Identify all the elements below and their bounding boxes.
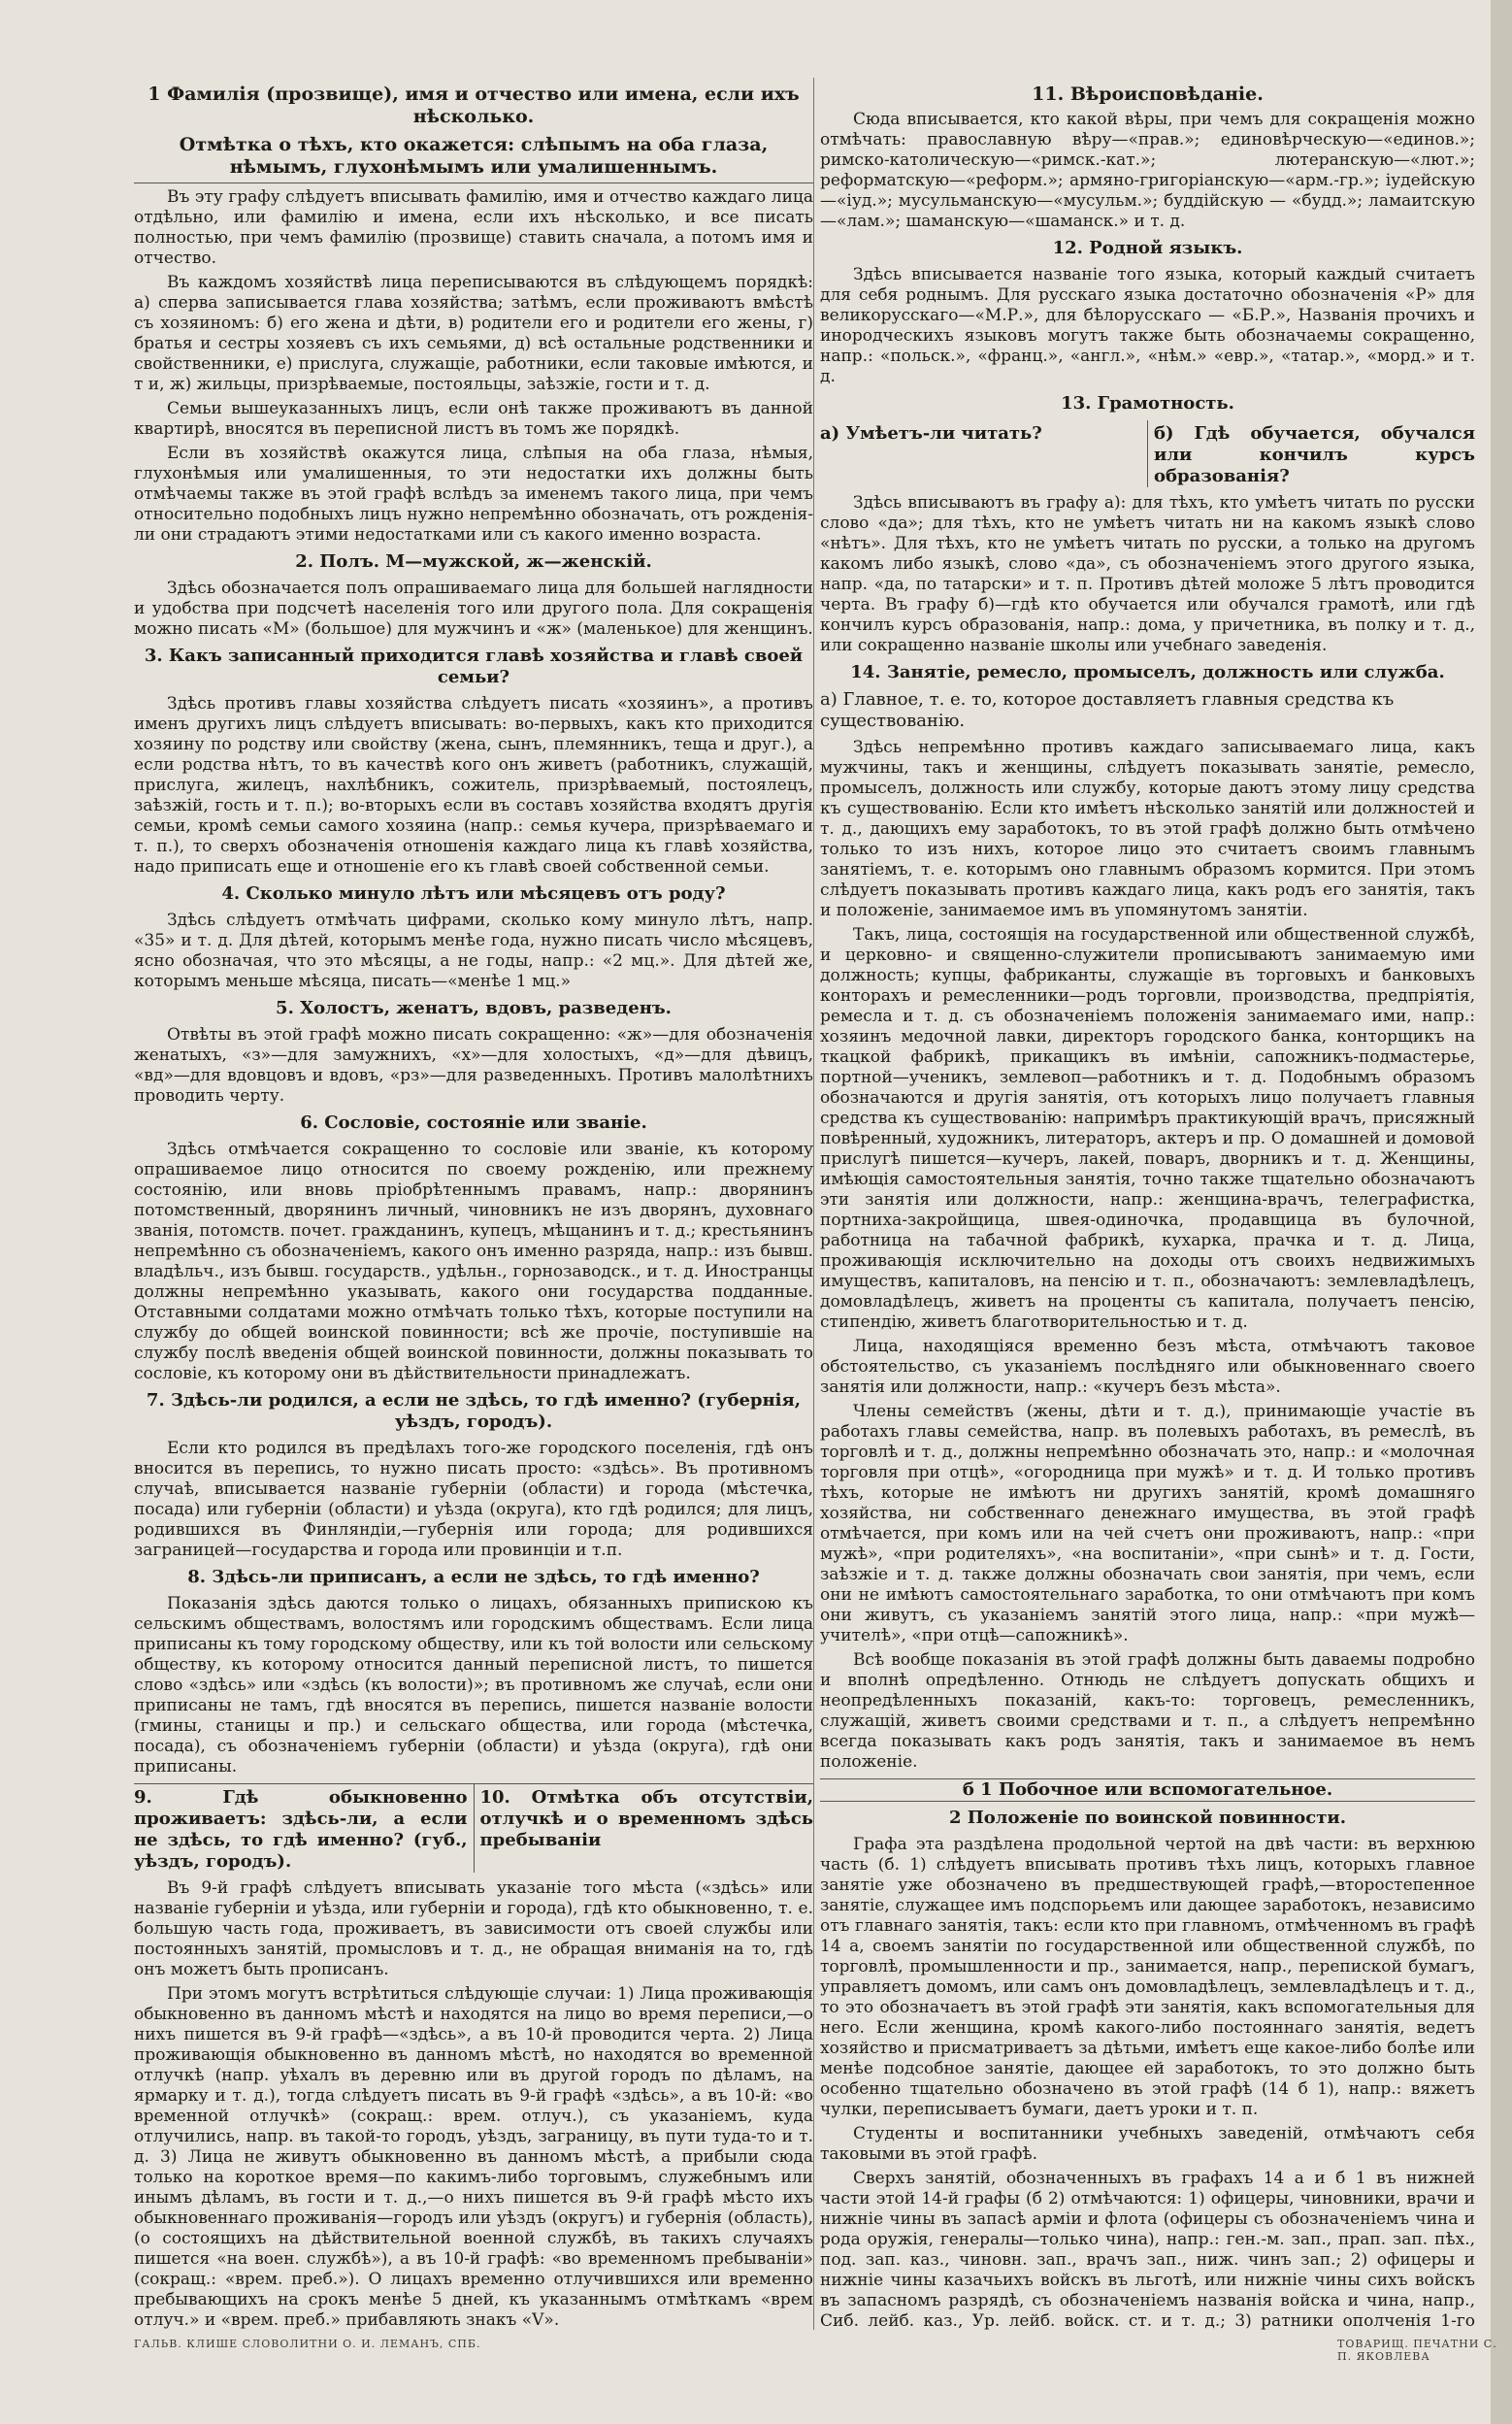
right-column [820, 78, 1475, 2330]
paragraph: Показанія здѣсь даются только о лицахъ, обязанныхъ припискою къ сельскимъ обществамъ, волостямъ или городскимъ обществамъ. Если лица приписаны къ тому городскому обществу, или къ той волости или сельскому обществу, къ которому относится данный переписной листъ, то пишется слово «здѣсь» или «здѣсь (къ волости)»; въ противномъ же случаѣ, если они приписаны не тамъ, гдѣ вносятся въ перепись, пишется названіе волости (гмины, станицы и пр.) и сельскаго общества, или города (мѣстечка, посада), съ обозначеніемъ губерніи (области) и уѣзда (округа), гдѣ они приписаны. [134, 1594, 813, 1776]
paragraph: Здѣсь обозначается полъ опрашиваемаго лица для большей наглядности и удобства при подсчетѣ населенія того или другого пола. Для сокращенія можно писать «М» (большое) для мужчинъ и «ж» (маленькое) для женщинъ. [134, 579, 813, 639]
section-9-heading: 9. Гдѣ обыкновенно проживаетъ: здѣсь-ли, а если не здѣсь, то гдѣ именно? (губ., уѣздъ, городъ). [134, 1787, 468, 1872]
paragraph: Сверхъ занятій, обозначенныхъ въ графахъ 14 а и б 1 въ нижней части этой 14-й графы (б 2) отмѣчаются: 1) офицеры, чиновники, врачи и нижніе чины въ запасѣ арміи и флота (офицеры съ обозначеніемъ чина и рода оружія, генералы—только чина), напр.: ген.-м. зап., прап. зап. пѣх., под. зап. каз., чиновн. зап., врачъ зап., ниж. чинъ зап.; 2) офицеры и нижніе чины казачьихъ войскъ въ льготѣ, или нижніе чины сихъ войскъ въ запасномъ разрядѣ, съ обозначеніемъ названія войска и чина, напр., Сиб. лейб. каз., Ур. лейб. войск. ст. и т. д.; 3) ратники ополченія 1-го [820, 2169, 1475, 2330]
paragraph: Такъ, лица, состоящія на государственной или общественной службѣ, и церковно- и священно-служители прописываютъ занимаемую ими должность; купцы, фабриканты, служащіе въ торговыхъ и банковыхъ конторахъ и ремесленники—родъ торговли, производства, предпріятія, ремесла и т. д. съ обозначеніемъ положенія занимаемаго ими, напр.: хозяинъ медочной лавки, директоръ городского банка, конторщикъ на ткацкой фабрикѣ, прикащикъ въ имѣніи, сапожникъ-подмастерье, портной—ученикъ, землевоп—работникъ и т. д. Подобнымъ образомъ обозначаются и другія занятія, отъ которыхъ лицо получаетъ главныя средства къ существованію: напримѣръ практикующій врачъ, присяжный повѣренный, художникъ, литераторъ, актеръ и пр. О домашней и домовой прислугѣ пишется—кучеръ, лакей, поваръ, дворникъ и т. д. Женщины, имѣющія самостоятельныя занятія, точно также тщательно обозначаютъ эти занятія или должности, напр.: женщина-врачъ, телеграфистка, портниха-закройщица, швея-одиночка, продавщица въ булочной, работница на табачной фабрикѣ, кухарка, прачка и т. д. Лица, проживающія исключительно на доходы отъ своихъ недвижимыхъ имуществъ, капиталовъ, на пенсію и т. п., обозначаютъ: землевладѣлецъ, домовладѣлецъ, живетъ на проценты съ капитала, получаетъ пенсію, стипендію, живетъ благотворительностью и т. д. [820, 925, 1475, 1332]
paragraph: Отвѣты въ этой графѣ можно писать сокращенно: «ж»—для обозначенія женатыхъ, «з»—для замужнихъ, «х»—для холостыхъ, «д»—для дѣвицъ, «вд»—для вдовцовъ и вдовъ, «рз»—для разведенныхъ. Противъ малолѣтнихъ проводить черту. [134, 1025, 813, 1106]
column-divider [813, 78, 814, 2330]
section-6-heading: 6. Сословіе, состояніе или званіе. [300, 1112, 647, 1133]
paragraph: Здѣсь непремѣнно противъ каждаго записываемаго лица, какъ мужчины, такъ и женщины, слѣдуетъ показывать занятіе, ремесло, промыселъ, должность или службу, которые даютъ этому лицу средства къ существованію. Если кто имѣетъ нѣсколько занятій или должностей и т. д., дающихъ ему заработокъ, то въ этой графѣ должно быть отмѣчено только то изъ нихъ, которое лицо это считаетъ своимъ главнымъ занятіемъ, т. е. которымъ оно главнымъ образомъ кормится. При этомъ слѣдуетъ показывать противъ каждаго лица, какъ родъ его занятія, такъ и положеніе, занимаемое имъ въ упомянутомъ занятіи. [820, 738, 1475, 920]
paragraph: Здѣсь отмѣчается сокращенно то сословіе или званіе, къ которому опрашиваемое лицо относится по своему рожденію, или прежнему состоянію, или вновь пріобрѣтеннымъ правамъ, напр.: дворянинъ потомственный, дворянинъ личный, чиновникъ не изъ дворянъ, духовнаго званія, потомств. почет. гражданинъ, купецъ, мѣщанинъ и т. д.; крестьянинъ непремѣнно съ обозначеніемъ, какого онъ именно разряда, напр.: изъ бывш. владѣльч., изъ бывш. государств., удѣльн., горнозаводск., и т. д. Иностранцы должны непремѣнно указывать, какого они государства подданные. Отставными солдатами можно отмѣчать только тѣхъ, которые поступили на службу до общей воинской повинности; всѣ же прочіе, поступившіе на службу послѣ введенія общей воинской повинности, должны показывать то сословіе, къ которому они въ дѣйствительности принадлежатъ. [134, 1140, 813, 1383]
section-14b2-heading: 2 Положеніе по воинской повинности. [948, 1808, 1347, 1828]
section-5-heading: 5. Холостъ, женатъ, вдовъ, разведенъ. [276, 998, 672, 1018]
paragraph: Лица, находящіяся временно безъ мѣста, отмѣчаютъ таковое обстоятельство, съ указаніемъ послѣдняго или обыкновеннаго своего занятія или должности, напр.: «кучеръ безъ мѣста». [820, 1337, 1475, 1397]
section-9-10-header [134, 1783, 813, 1873]
paragraph: Въ каждомъ хозяйствѣ лица переписываются въ слѣдующемъ порядкѣ: а) сперва записывается глава хозяйства; затѣмъ, если проживаютъ вмѣстѣ съ хозяиномъ: б) его жена и дѣти, в) родители его и родители его жены, г) братья и сестры хозяевъ съ ихъ семьями, д) всѣ остальные родственники и свойственники, е) прислуга, служащіе, работники, если таковые имѣются, и т и, ж) жильцы, призрѣваемые, постояльцы, заѣзжіе, гости и т. д. [134, 273, 813, 394]
paragraph: Здѣсь противъ главы хозяйства слѣдуетъ писать «хозяинъ», а противъ именъ другихъ лицъ слѣдуетъ вписывать: во-первыхъ, какъ кто приходится хозяину по родству или свойству (жена, сынъ, племянникъ, теща и друг.), а если родства нѣтъ, то въ качествѣ кого онъ живетъ (работникъ, служащій, прислуга, жилецъ, нахлѣбникъ, сожитель, призрѣваемый, постоялецъ, заѣзжій, гость и т. п.); во-вторыхъ если въ составъ хозяйства входятъ другія семьи, кромѣ семьи самого хозяина (напр.: семья кучера, призрѣваемаго и т. п.), то сверхъ обозначенія отношенія каждаго лица къ главѣ хозяйства, надо приписать еще и отношеніе его къ главѣ своей собственной семьи. [134, 694, 813, 877]
left-column [134, 78, 813, 2330]
paragraph: При этомъ могутъ встрѣтиться слѣдующіе случаи: 1) Лица проживающія обыкновенно въ данномъ мѣстѣ и находятся на лицо во время переписи,—о нихъ пишется въ 9-й графѣ—«здѣсь», а въ 10-й проводится черта. 2) Лица проживающія обыкновенно въ данномъ мѣстѣ, но находятся во временной отлучкѣ (напр. уѣхалъ въ деревню или въ другой городъ по дѣламъ, на ярмарку и т. д.), тогда слѣдуетъ писать въ 9-й графѣ «здѣсь», а въ 10-й: «во временной отлучкѣ» (сокращ.: врем. отлуч.), съ указаніемъ, куда отлучились, напр. въ такой-то городъ, уѣздъ, заграницу, въ пути туда-то и т. д. 3) Лица не живутъ обыкновенно въ данномъ мѣстѣ, а прибыли сюда только на короткое время—по какимъ-либо торговымъ, служебнымъ или инымъ дѣламъ, въ гости и т. д.,—о нихъ пишется въ 9-й графѣ мѣсто ихъ обыкновеннаго проживанія—городъ или уѣздъ (округъ) и губернія (область), (о состоящихъ на дѣйствительной военной службѣ, въ такихъ случаяхъ пишется «на воен. службѣ»), а въ 10-й графѣ: «во временномъ пребываніи» (сокращ.: «врем. преб.»). О лицахъ временно отлучившихся или временно пребывающихъ на срокъ менѣе 5 дней, къ указаннымъ отмѣткамъ «врем отлуч.» и «врем. преб.» прибавляють знакъ «V». [134, 1984, 813, 2330]
paragraph: Здѣсь вписываютъ въ графу а): для тѣхъ, кто умѣетъ читать по русски слово «да»; для тѣхъ, кто не умѣетъ читать ни на какомъ языкѣ слово «нѣтъ». Для тѣхъ, кто не умѣетъ читать по русски, а только на другомъ какомъ либо языкѣ, слово «да», съ обозначеніемъ этого другого языка, напр. «да, по татарски» и т. п. Противъ дѣтей моложе 5 лѣтъ проводится черта. Въ графу б)—гдѣ кто обучается или обучался грамотѣ, или гдѣ кончилъ курсъ образованія, напр.: дома, у причетника, въ полку и т. д., или сокращенно названіе школы или учебнаго заведенія. [820, 493, 1475, 655]
section-2-heading: 2. Полъ. М—мужской, ж—женскій. [295, 551, 652, 572]
section-1-heading: 1 Фамилія (прозвище), имя и отчество или имена, если ихъ нѣсколько. [148, 83, 800, 127]
paragraph: Если кто родился въ предѣлахъ того-же городского поселенія, гдѣ онъ вносится въ перепись, то нужно писать просто: «здѣсь». Въ противномъ случаѣ, вписывается названіе губерніи (области) и города (мѣстечка, посада) или губерніи (области) и уѣзда (округа), кто гдѣ родился; для лицъ, родившихся въ Финляндіи,—губернія или города; для родившихся заграницей—государства и города или провинціи и т.п. [134, 1439, 813, 1560]
paragraph: Семьи вышеуказанныхъ лицъ, если онѣ также проживаютъ въ данной квартирѣ, вносятся въ переписной листъ въ томъ же порядкѣ. [134, 399, 813, 439]
section-11-heading: 11. Вѣроисповѣданіе. [1032, 83, 1264, 105]
paragraph: Графа эта раздѣлена продольной чертой на двѣ части: въ верхнюю часть (б. 1) слѣдуетъ вписывать противъ тѣхъ лицъ, которыхъ главное занятіе уже обозначено въ предшествующей графѣ,—второстепенное занятіе, служащее имъ подспорьемъ или дающее заработокъ, независимо отъ главнаго занятія, такъ: если кто при главномъ, отмѣченномъ въ графѣ 14 а, своемъ занятіи по государственной или общественной службѣ, по торговлѣ, промышленности и пр., занимается, напр., перепиской бумагъ, управляетъ домомъ, или самъ онъ домовладѣлецъ, землевладѣлецъ и т. д., то это обозначаетъ въ этой графѣ эти занятія, какъ вспомогательныя для него. Если женщина, кромѣ какого-либо постояннаго занятія, ведетъ хозяйство и присматриваетъ за дѣтьми, имѣетъ еще какое-либо болѣе или менѣе подсобное занятіе, дающее ей заработокъ, то это должно быть особенно тщательно обозначено въ этой графѣ (14 б 1), напр.: вяжетъ чулки, переписываетъ бумаги, даетъ уроки и т. п. [820, 1835, 1475, 2119]
page-edge [1491, 0, 1512, 2424]
paragraph: Студенты и воспитанники учебныхъ заведеній, отмѣчаютъ себя таковыми въ этой графѣ. [820, 2124, 1475, 2164]
section-4-heading: 4. Сколько минуло лѣтъ или мѣсяцевъ отъ роду? [221, 883, 726, 904]
section-10-heading: 10. Отмѣтка объ отсутствіи, отлучкѣ и о временномъ здѣсь пребываніи [474, 1784, 814, 1873]
paragraph: Здѣсь слѣдуетъ отмѣчать цифрами, сколько кому минуло лѣтъ, напр. «35» и т. д. Для дѣтей, которымъ менѣе года, нужно писать число мѣсяцевъ, ясно обозначая, что это мѣсяцы, а не годы, напр.: «2 мц.». Для дѣтей же, которымъ меньше мѣсяца, писать—«менѣе 1 мц.» [134, 911, 813, 991]
paragraph: Здѣсь вписывается названіе того языка, который каждый считаетъ для себя роднымъ. Для русскаго языка достаточно обозначенія «Р» для великорусскаго—«М.Р.», для бѣлорусскаго — «Б.Р.», Названія прочихъ и инородческихъ языковъ могутъ также быть обозначаемы сокращенно, напр.: «польск.», «франц.», «англ.», «нѣм.» «евр.», «татар.», «морд.» и т. д. [820, 265, 1475, 386]
section-12-heading: 12. Родной языкъ. [1052, 238, 1243, 258]
section-3-heading: 3. Какъ записанный приходится главѣ хозяйства и главѣ своей семьи? [144, 646, 804, 687]
paragraph: Члены семействъ (жены, дѣти и т. д.), принимающіе участіе въ работахъ главы семейства, напр. въ полевыхъ работахъ, въ ремеслѣ, въ торговлѣ и т. д., должны непремѣнно обозначать это, напр.: и «молочная торговля при отцѣ», «огородница при мужѣ» и т. д. И только противъ тѣхъ, которые не имѣютъ ни другихъ занятій, кромѣ домашняго хозяйства, ни собственнаго денежнаго имущества, въ этой графѣ отмѣчается, при комъ или на чей счетъ они проживаютъ, напр.: «при мужѣ», «при родителяхъ», «на воспитаніи», «при сынѣ» и т. д. Гости, заѣзжіе и т. д. также должны обозначать свои занятія, при чемъ, если они не имѣютъ самостоятельнаго заработка, то они отмѣчаютъ при комъ они живутъ, съ указаніемъ занятій этого лица, напр.: «при мужѣ—учителѣ», «при отцѣ—сапожникѣ». [820, 1402, 1475, 1645]
paragraph: Въ 9-й графѣ слѣдуетъ вписывать указаніе того мѣста («здѣсь» или названіе губерніи и уѣзда, или губерніи и города), гдѣ кто обыкновенно, т. е. большую часть года, проживаетъ, въ зависимости отъ своей службы или постоянныхъ занятій, промысловъ и т. д., не обращая вниманія на то, гдѣ онъ можетъ быть прописанъ. [134, 1878, 813, 1979]
section-8-heading: 8. Здѣсь-ли приписанъ, а если не здѣсь, то гдѣ именно? [187, 1567, 760, 1587]
section-14-heading: 14. Занятіе, ремесло, промыселъ, должность или служба. [850, 662, 1445, 682]
section-1-subheading: Отмѣтка о тѣхъ, кто окажется: слѣпымъ на оба глаза, нѣмымъ, глухонѣмымъ или умалишеннымъ. [134, 134, 813, 183]
section-13-heading: 13. Грамотность. [1061, 393, 1234, 414]
section-14b1-heading: б 1 Побочное или вспомогательное. [820, 1778, 1475, 1802]
section-14a-heading: а) Главное, т. е. то, которое доставляетъ главныя средства къ существованію. [820, 689, 1395, 731]
paragraph: Если въ хозяйствѣ окажутся лица, слѣпыя на оба глаза, нѣмыя, глухонѣмыя или умалишенныя, то эти недостатки ихъ должны быть отмѣчаемы также въ этой графѣ вслѣдъ за именемъ такого лица, при чемъ относительно подобныхъ лицъ нужно непремѣнно обозначать, отъ рожденія-ли они страдаютъ этими недостатками или съ какого именно возраста. [134, 444, 813, 545]
section-13a-heading: а) Умѣетъ-ли читать? [820, 423, 1042, 444]
printer-footer-left: ГАЛЬВ. КЛИШЕ СЛОВОЛИТНИ О. И. ЛЕМАНЪ, СПБ. [134, 2338, 481, 2350]
paragraph: Сюда вписывается, кто какой вѣры, при чемъ для сокращенія можно отмѣчать: православную вѣру—«прав.»; единовѣрческую—«единов.»; римско-католическую—«римск.-кат.»; лютеранскую—«лют.»; реформатскую—«реформ.»; армяно-григоріанскую—«арм.-гр.»; іудейскую—«іуд.»; мусульманскую—«мусульм.»; буддійскую — «будд.»; ламаитскую—«лам.»; шаманскую—«шаманск.» и т. д. [820, 110, 1475, 231]
paragraph: Всѣ вообще показанія въ этой графѣ должны быть даваемы подробно и вполнѣ опредѣленно. Отнюдь не слѣдуетъ допускать общихъ и неопредѣленныхъ показаній, какъ-то: торговецъ, ремесленникъ, служащій, живетъ своими средствами и т. п., а слѣдуетъ непремѣнно всегда показывать какъ родъ занятія, такъ и занимаемое въ немъ положеніе. [820, 1650, 1475, 1772]
section-13-subheader [820, 420, 1475, 487]
section-7-heading: 7. Здѣсь-ли родился, а если не здѣсь, то гдѣ именно? (губернія, уѣздъ, городъ). [146, 1390, 802, 1432]
printer-footer-right: ТОВАРИЩ. ПЕЧАТНИ С. П. ЯКОВЛЕВА [1337, 2338, 1497, 2363]
paragraph: Въ эту графу слѣдуетъ вписывать фамилію, имя и отчество каждаго лица отдѣльно, или фамилію и имена, если ихъ нѣсколько, и все писать полностью, при чемъ фамилію (прозвище) ставить сначала, а потомъ имя и отчество. [134, 187, 813, 268]
section-13b-heading: б) Гдѣ обучается, обучался или кончилъ курсъ образованія? [1147, 420, 1475, 487]
